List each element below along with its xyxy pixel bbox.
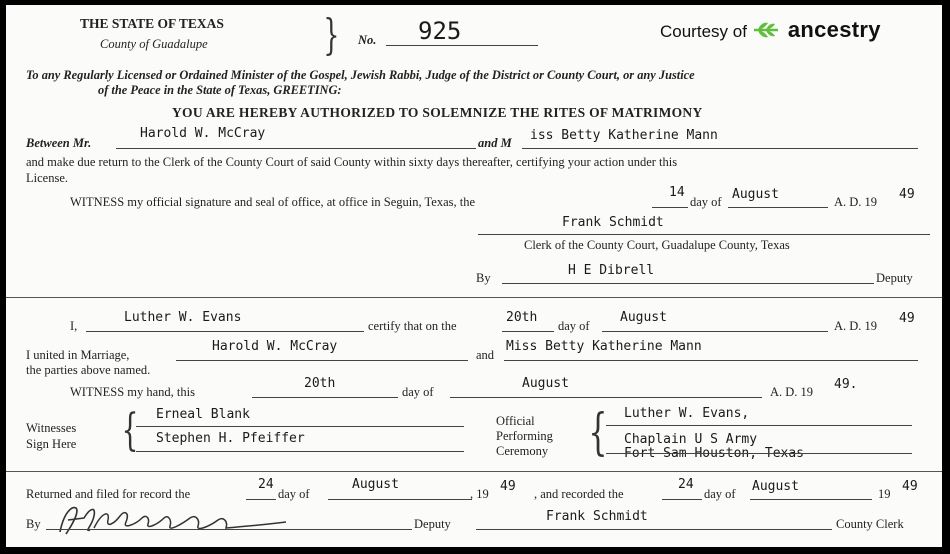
filed-day-line — [246, 499, 276, 500]
witness-day: 20th — [304, 376, 336, 391]
witness-month-line — [450, 397, 762, 398]
deputy-signature — [50, 502, 290, 542]
ceremony-label: Ceremony — [496, 444, 549, 458]
filed-month-line — [328, 499, 472, 500]
clerk-line — [478, 234, 930, 235]
license-day-of: day of — [690, 195, 722, 209]
performing-label: Performing — [496, 429, 553, 443]
deputy-label: Deputy — [876, 271, 913, 285]
filing-by-line — [46, 529, 412, 530]
returned-text: Returned and filed for record the — [26, 487, 191, 501]
witness-day-of: day of — [402, 385, 434, 399]
witness-day-line — [252, 397, 398, 398]
and-label: and M — [478, 136, 512, 150]
recorded-day-of: day of — [704, 487, 736, 501]
between-label: Between Mr. — [26, 136, 92, 150]
sign-here-label: Sign Here — [26, 437, 77, 451]
witness-year: 49. — [834, 377, 858, 392]
courtesy-label: Courtesy of — [660, 22, 747, 41]
ancestry-logo — [660, 17, 881, 45]
certify-text: certify that on the — [368, 319, 457, 333]
witness-name-1: Erneal Blank — [156, 407, 250, 422]
filing-by-label: By — [26, 517, 41, 531]
county-clerk-label: County Clerk — [836, 517, 904, 531]
filed-month: August — [352, 477, 399, 492]
marriage-ad: A. D. 19 — [834, 319, 878, 333]
license-year: 49 — [899, 187, 915, 202]
official-title: Chaplain U S Army — [624, 432, 758, 447]
groom-name: Harold W. McCray — [140, 126, 266, 141]
filed-day: 24 — [258, 477, 274, 492]
marriage-day: 20th — [506, 310, 538, 325]
witnesses-label: Witnesses — [26, 421, 77, 435]
official-name: Luther W. Evans, — [624, 406, 750, 421]
united-label: I united in Marriage, — [26, 348, 130, 362]
witness-line-2 — [136, 451, 464, 452]
license-day: 14 — [669, 185, 685, 200]
recorded-year: 49 — [902, 479, 918, 494]
state-title: THE STATE OF TEXAS — [80, 16, 224, 31]
official-label: Official — [496, 414, 535, 428]
clerk-name: Frank Schmidt — [562, 215, 664, 230]
address-line-2: of the Peace in the State of Texas, GREETING: — [98, 83, 342, 97]
clerk-title: Clerk of the County Court, Guadalupe County, Texas — [524, 238, 790, 252]
license-day-line — [652, 207, 688, 208]
witnesses-brace: { — [121, 405, 139, 456]
marriage-year: 49 — [899, 311, 915, 326]
deputy-name: H E Dibrell — [568, 263, 655, 278]
groom-line — [116, 148, 476, 149]
filing-deputy-label: Deputy — [414, 517, 451, 531]
cert-bride-name: Miss Betty Katherine Mann — [506, 339, 702, 354]
county-title: County of Guadalupe — [100, 37, 208, 51]
bride-line — [522, 148, 918, 149]
witness-official-text: WITNESS my official signature and seal of office, at office in Seguin, Texas, the — [70, 195, 476, 209]
number-label: No. — [358, 33, 377, 47]
marriage-license-document — [6, 5, 942, 547]
filed-day-of: day of — [278, 487, 310, 501]
authorized-heading: YOU ARE HEREBY AUTHORIZED TO SOLEMNIZE THE RITES OF MATRIMONY — [172, 105, 703, 120]
witness-line-1 — [136, 426, 464, 427]
return-line-1: and make due return to the Clerk of the County Court of said County within sixty days thereafter, certifying your action under this — [26, 155, 678, 169]
officiant-name: Luther W. Evans — [124, 310, 242, 325]
i-label: I, — [70, 319, 78, 333]
official-title-line — [606, 453, 912, 454]
section-divider — [6, 297, 942, 298]
cert-bride-line — [504, 360, 918, 361]
marriage-month: August — [620, 310, 667, 325]
cert-groom-name: Harold W. McCray — [212, 339, 338, 354]
official-name-line — [606, 425, 912, 426]
license-month: August — [732, 187, 779, 202]
return-line-2: License. — [26, 171, 68, 185]
license-ad: A. D. 19 — [834, 195, 878, 209]
recorded-month: August — [752, 479, 799, 494]
witness-hand-label: WITNESS my hand, this — [70, 385, 195, 399]
filed-comma-19: , 19 — [470, 487, 489, 501]
cert-groom-line — [176, 360, 468, 361]
recorded-day: 24 — [678, 477, 694, 492]
filing-divider — [6, 471, 942, 472]
marriage-month-line — [602, 331, 828, 332]
witness-name-2: Stephen H. Pfeiffer — [156, 431, 305, 446]
filing-clerk-name: Frank Schmidt — [546, 509, 648, 524]
officiant-line — [86, 331, 364, 332]
marriage-day-line — [502, 331, 554, 332]
witness-ad: A. D. 19 — [770, 385, 814, 399]
recorded-text: , and recorded the — [534, 487, 624, 501]
recorded-day-line — [662, 499, 702, 500]
marriage-day-of: day of — [558, 319, 590, 333]
by-label: By — [476, 271, 491, 285]
address-line-1: To any Regularly Licensed or Ordained Minister of the Gospel, Jewish Rabbi, Judge of the District or County Court, or any Justice — [26, 68, 695, 82]
official-place: Fort Sam Houston, Texas — [624, 446, 805, 461]
deputy-line — [502, 283, 874, 284]
cert-and-label: and — [476, 348, 495, 362]
license-number: 925 — [418, 17, 462, 45]
leaf-icon — [752, 20, 782, 45]
filing-clerk-line — [476, 529, 832, 530]
header-brace: } — [323, 10, 340, 59]
recorded-19: 19 — [878, 487, 891, 501]
ancestry-brand: ancestry — [787, 17, 881, 42]
parties-text: the parties above named. — [26, 363, 151, 377]
recorded-month-line — [750, 499, 872, 500]
witness-month: August — [522, 376, 569, 391]
license-month-line — [728, 207, 828, 208]
bride-name: iss Betty Katherine Mann — [530, 128, 718, 143]
filed-year: 49 — [500, 479, 516, 494]
official-brace: { — [588, 403, 608, 461]
number-line — [386, 45, 538, 46]
